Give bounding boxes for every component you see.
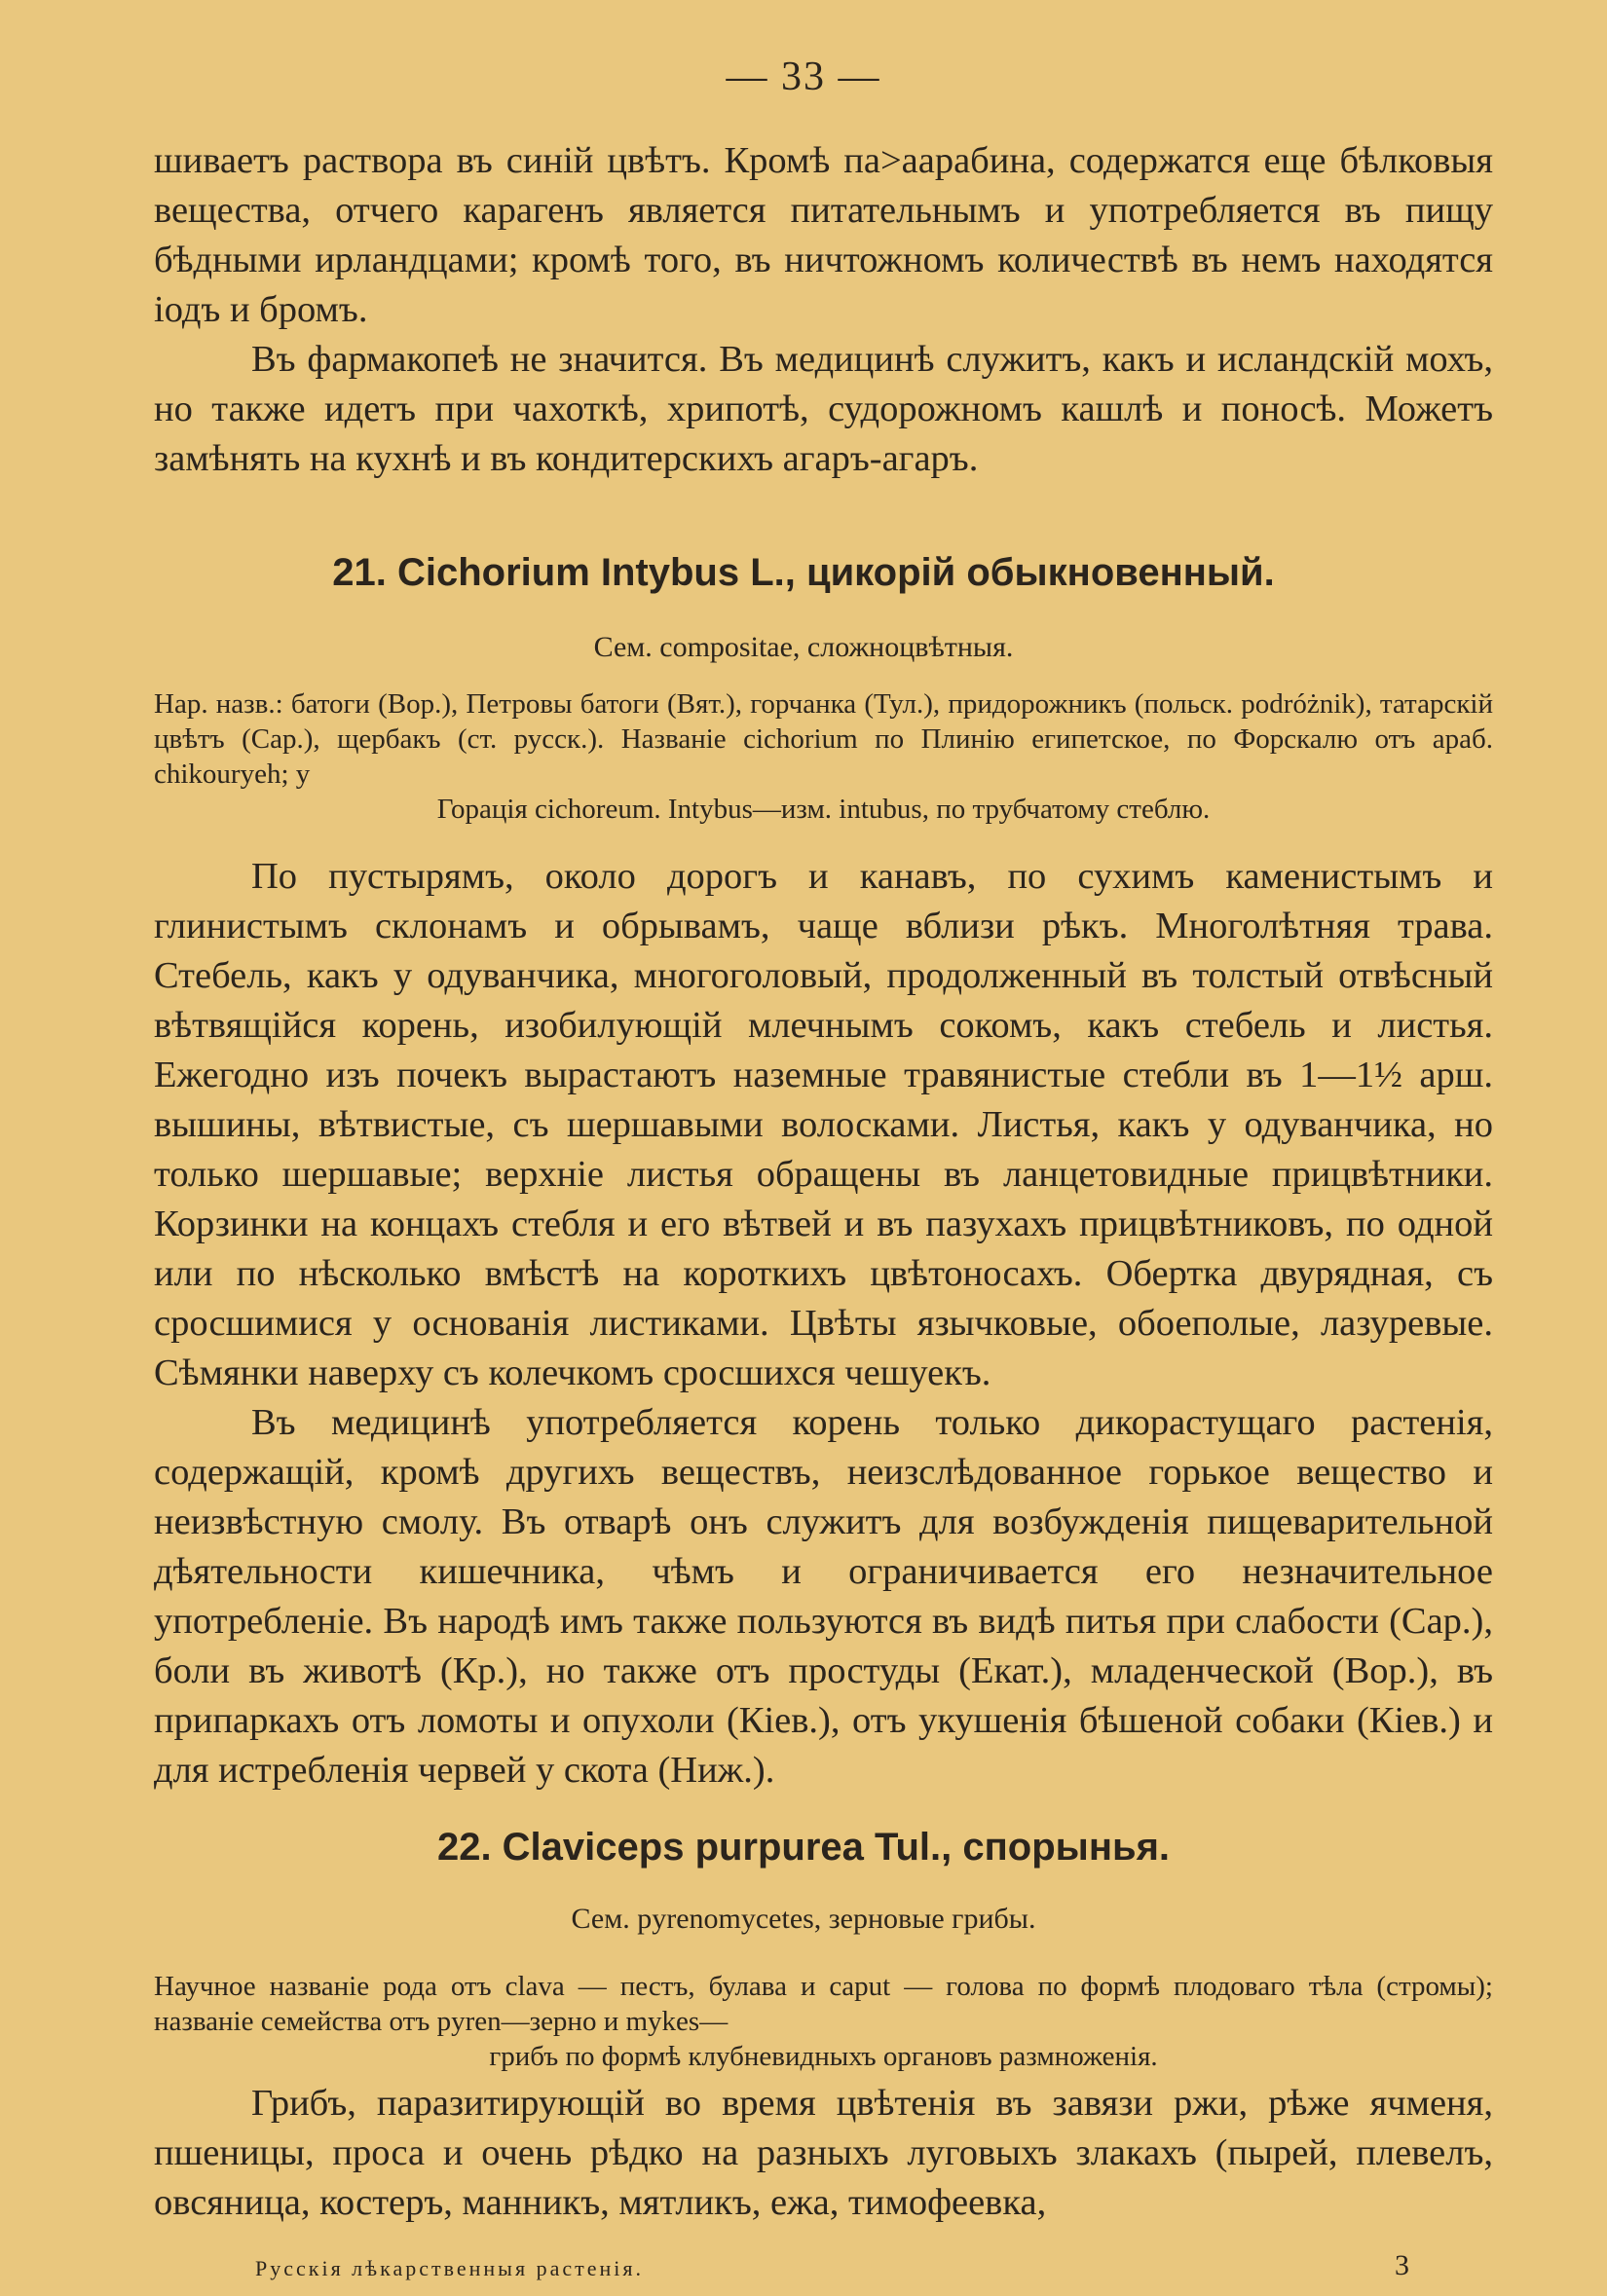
intro-text [154,136,1493,484]
section-21-note-last: Горація cichoreum. Intybus—изм. intubus, по трубчатому стеблю. [436,794,1211,825]
section-21-note [154,686,1493,827]
section-21-family: Сем. compositae, сложноцвѣтныя. [593,631,1014,663]
intro-paragraph-2: Въ фармакопеѣ не значится. Въ медицинѣ служитъ, какъ и исландскій мохъ, но также идетъ при чахоткѣ, хрипотѣ, судорожномъ кашлѣ и поносѣ. Можетъ замѣнять на кухнѣ и въ кондитерскихъ агаръ-агаръ. [154,339,1493,479]
section-22-note [154,1969,1493,2074]
section-22-heading: 22. Claviceps purpurea Tul., спорынья. [436,1826,1171,1869]
section-22-note-main: Научное названіе рода отъ clava — пестъ, булава и caput — голова по формѣ плодоваго тѣла (стромы); названіе семейства отъ pyren—зерно и mykes— [154,1971,1493,2037]
section-21-body [154,852,1493,1796]
section-22-paragraph-1: Грибъ, паразитирующій во время цвѣтенія въ завязи ржи, рѣже ячменя, пшеницы, проса и очень рѣдко на разныхъ луговыхъ злакахъ (пырей, плевелъ, овсяница, костеръ, манникъ, мятликъ, ежа, тимофеевка, [154,2083,1493,2223]
intro-paragraph-1: шиваетъ раствора въ синій цвѣтъ. Кромѣ па>аарабина, содержатся еще бѣлковыя вещества, отчего карагенъ является питательнымъ и употребляется въ пищу бѣдными ирландцами; кромѣ того, въ ничтожномъ количествѣ въ немъ находятся іодъ и бромъ. [154,140,1493,330]
section-22-body [154,2079,1493,2228]
section-21-paragraph-2: Въ медицинѣ употребляется корень только дикорастущаго растенія, содержащій, кромѣ другихъ веществъ, неизслѣдованное горькое вещество и неизвѣстную смолу. Въ отварѣ онъ служитъ для возбужденія пищеварительной дѣятельности кишечника, чѣмъ и ограничивается его незначительное употребленіе. Въ народѣ имъ также пользуются въ видѣ питья при слабости (Сар.), боли въ животѣ (Кр.), но также отъ простуды (Екат.), младенческой (Вор.), въ припаркахъ отъ ломоты и опухоли (Кіев.), отъ укушенія бѣшеной собаки (Кіев.) и для истребленія червей у скота (Ниж.). [154,1402,1493,1791]
section-21-note-main: Нар. назв.: батоги (Вор.), Петровы батоги (Вят.), горчанка (Тул.), придорожникъ (польск. podróżnik), татарскій цвѣтъ (Сар.), щербакъ (ст. русск.). Названіе cichorium по Плинію египетское, по Форскалю отъ араб. chikouryeh; у [154,688,1493,790]
section-21-heading: 21. Cichorium Intybus L., цикорій обыкновенный. [332,551,1275,594]
footer-book-title: Русскія лѣкарственныя растенія. [255,2256,644,2280]
page-number: — 33 — [726,55,881,99]
section-22-note-last: грибъ по формѣ клубневидныхъ органовъ размноженія. [489,2041,1158,2072]
section-21-paragraph-1: По пустырямъ, около дорогъ и канавъ, по сухимъ каменистымъ и глинистымъ склонамъ и обрывамъ, чаще вблизи рѣкъ. Многолѣтняя трава. Стебель, какъ у одуванчика, многоголовый, продолженный въ толстый отвѣсный вѣтвящійся корень, изобилующій млечнымъ сокомъ, какъ стебель и листья. Ежегодно изъ почекъ вырастаютъ наземные травянистые стебли въ 1—1½ арш. вышины, вѣтвистые, съ шершавыми волосками. Листья, какъ у одуванчика, но только шершавые; верхніе листья обращены въ ланцетовидные прицвѣтники. Корзинки на концахъ стебля и его вѣтвей и въ пазухахъ прицвѣтниковъ, по одной или по нѣсколько вмѣстѣ на короткихъ цвѣтоносахъ. Обертка двурядная, съ сросшимися у основанія листиками. Цвѣты язычковые, обоеполые, лазуревые. Сѣмянки наверху съ колечкомъ сросшихся чешуекъ. [154,856,1493,1393]
footer-signature: 3 [1395,2249,1409,2281]
section-22-family: Сем. pyrenomycetes, зерновые грибы. [571,1903,1036,1935]
